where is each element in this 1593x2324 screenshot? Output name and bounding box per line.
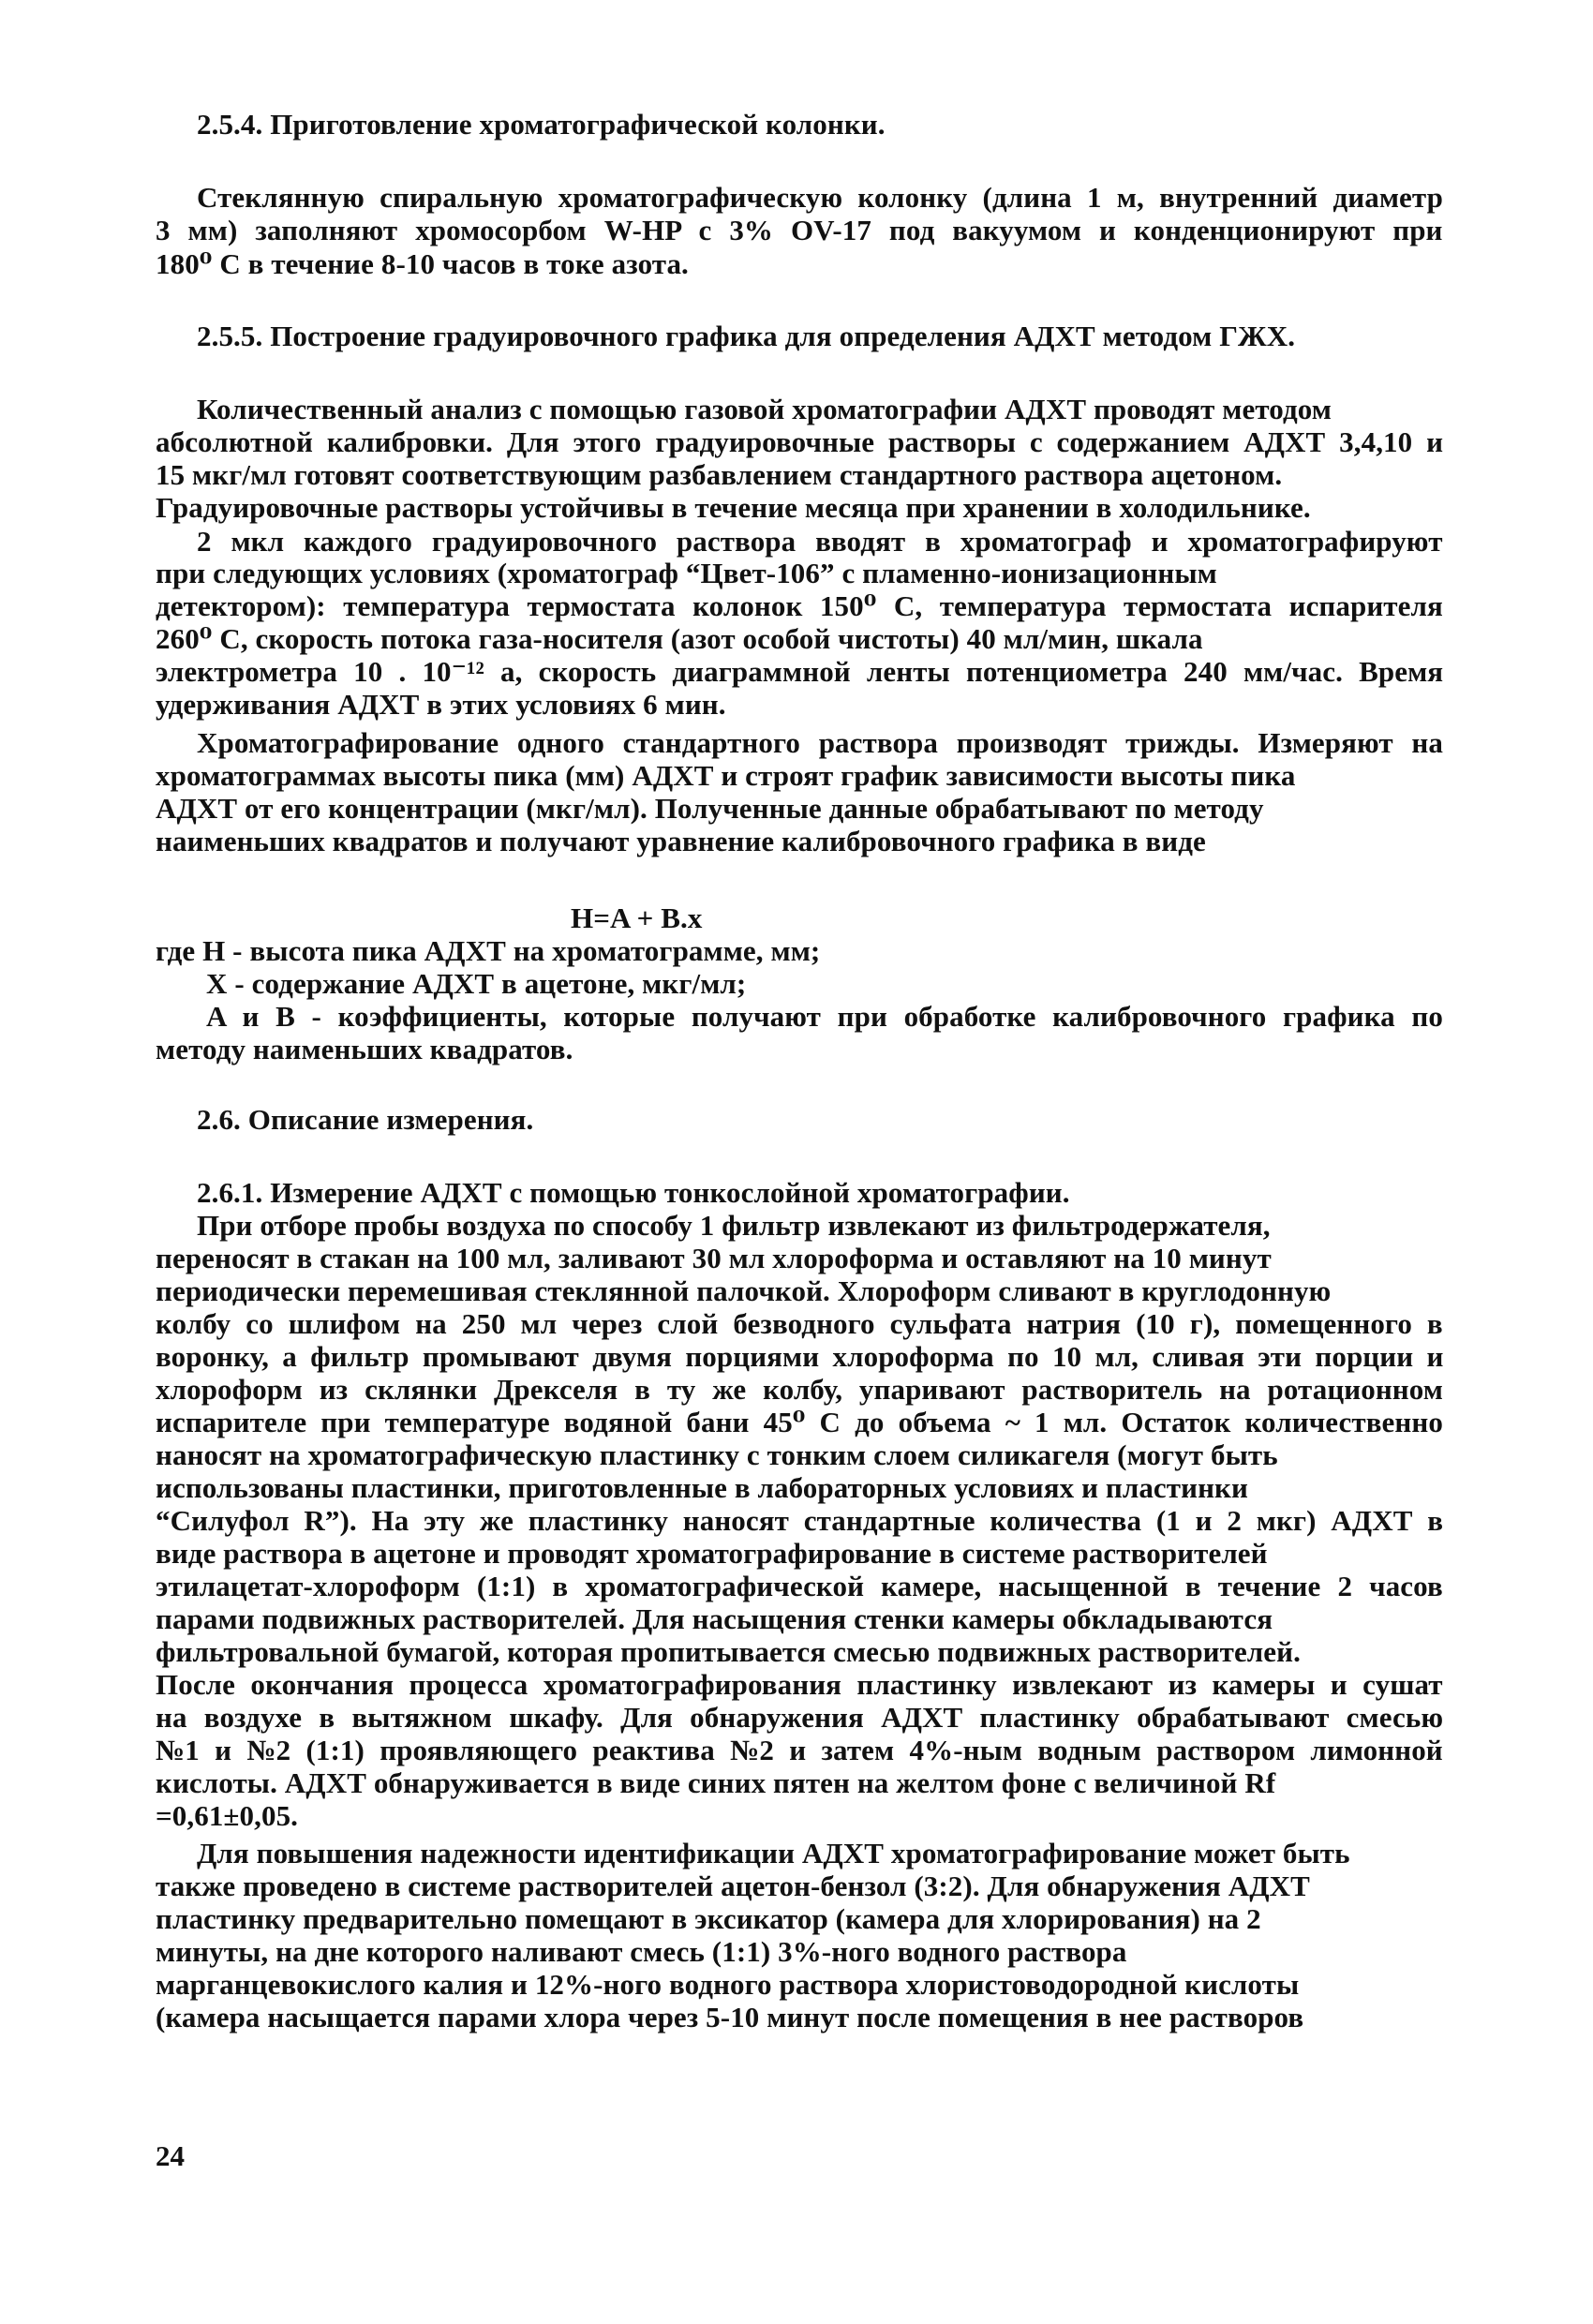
- text-line: колбу со шлифом на 250 мл через слой безводного сульфата натрия (10 г), помещенного в: [156, 1307, 1443, 1340]
- text-line: 180⁰ С в течение 8-10 часов в токе азота.: [156, 247, 689, 280]
- text-line: X - содержание АДХТ в ацетоне, мкг/мл;: [206, 967, 747, 1000]
- text-line: использованы пластинки, приготовленные в лабораторных условиях и пластинки: [156, 1471, 1248, 1504]
- text-line: хлороформ из склянки Дрекселя в ту же колбу, упаривают растворитель на ротационном: [156, 1373, 1443, 1406]
- text-line: “Силуфол R”). На эту же пластинку наносят стандартные количества (1 и 2 мкг) АДХТ в: [156, 1504, 1444, 1537]
- text-line: АДХТ от его концентрации (мкг/мл). Полученные данные обрабатывают по методу: [156, 792, 1264, 825]
- text-line: =0,61±0,05.: [156, 1799, 299, 1832]
- text-line: методу наименьших квадратов.: [156, 1033, 573, 1065]
- text-line: H=A + B.x: [571, 901, 703, 934]
- text-line: (камера насыщается парами хлора через 5-10 минут после помещения в нее растворов: [156, 2001, 1304, 2034]
- text-line: наименьших квадратов и получают уравнение калибровочного графика в виде: [156, 825, 1206, 857]
- text-line: воронку, а фильтр промывают двумя порциями хлороформа по 10 мл, сливая эти порции и: [156, 1340, 1444, 1373]
- text-line: электрометра 10 . 10⁻¹² а, скорость диаграммной ленты потенциометра 240 мм/час. Время: [156, 655, 1444, 688]
- text-line: Хроматографирование одного стандартного раствора производят трижды. Измеряют на: [197, 726, 1443, 759]
- text-line: испарителе при температуре водяной бани 45⁰ С до объема ~ 1 мл. Остаток количественно: [156, 1406, 1443, 1438]
- text-line: на воздухе в вытяжном шкафу. Для обнаружения АДХТ пластинку обрабатывают смесью: [156, 1701, 1444, 1734]
- text-line: 3 мм) заполняют хромосорбом W-HP с 3% OV-17 под вакуумом и конденционируют при: [156, 214, 1443, 246]
- text-line: периодически перемешивая стеклянной палочкой. Хлороформ сливают в круглодонную: [156, 1274, 1332, 1307]
- text-line: удерживания АДХТ в этих условиях 6 мин.: [156, 688, 726, 721]
- text-line: пластинку предварительно помещают в эксикатор (камера для хлорирования) на 2: [156, 1902, 1261, 1935]
- page-number: 24: [156, 2139, 185, 2172]
- text-line: виде раствора в ацетоне и проводят хроматографирование в системе растворителей: [156, 1537, 1268, 1570]
- text-line: 2.5.4. Приготовление хроматографической колонки.: [197, 108, 886, 141]
- text-line: детектором): температура термостата колонок 150⁰ С, температура термостата испарителя: [156, 589, 1443, 622]
- text-line: хроматограммах высоты пика (мм) АДХТ и строят график зависимости высоты пика: [156, 759, 1296, 792]
- text-line: также проведено в системе растворителей ацетон-бензол (3:2). Для обнаружения АДХТ: [156, 1870, 1310, 1902]
- text-line: минуты, на дне которого наливают смесь (1:1) 3%-ного водного раствора: [156, 1935, 1127, 1968]
- text-line: парами подвижных растворителей. Для насыщения стенки камеры обкладываются: [156, 1602, 1273, 1635]
- text-line: наносят на хроматографическую пластинку с тонким слоем силикагеля (могут быть: [156, 1438, 1278, 1471]
- text-line: Стеклянную спиральную хроматографическую колонку (длина 1 м, внутренний диаметр: [197, 181, 1443, 214]
- text-line: 2.6. Описание измерения.: [197, 1103, 534, 1136]
- text-line: 2.6.1. Измерение АДХТ с помощью тонкослойной хроматографии.: [197, 1176, 1070, 1209]
- text-line: 2.5.5. Построение градуировочного графика для определения АДХТ методом ГЖХ.: [197, 320, 1296, 352]
- text-line: где H - высота пика АДХТ на хроматограмме, мм;: [156, 934, 821, 967]
- text-line: Количественный анализ с помощью газовой хроматографии АДХТ проводят методом: [197, 393, 1332, 425]
- text-line: 15 мкг/мл готовят соответствующим разбавлением стандартного раствора ацетоном.: [156, 458, 1283, 491]
- text-line: кислоты. АДХТ обнаруживается в виде синих пятен на желтом фоне с величиной Rf: [156, 1766, 1276, 1799]
- text-line: Для повышения надежности идентификации АДХТ хроматографирование может быть: [197, 1837, 1350, 1870]
- text-line: Градуировочные растворы устойчивы в течение месяца при хранении в холодильнике.: [156, 491, 1311, 524]
- text-line: марганцевокислого калия и 12%-ного водного раствора хлористоводородной кислоты: [156, 1968, 1300, 2001]
- text-line: переносят в стакан на 100 мл, заливают 30 мл хлороформа и оставляют на 10 минут: [156, 1242, 1272, 1274]
- text-line: фильтровальной бумагой, которая пропитывается смесью подвижных растворителей.: [156, 1635, 1301, 1668]
- text-line: 2 мкл каждого градуировочного раствора вводят в хроматограф и хроматографируют: [197, 525, 1443, 558]
- text-line: A и B - коэффициенты, которые получают при обработке калибровочного графика по: [206, 1000, 1443, 1033]
- text-line: этилацетат-хлороформ (1:1) в хроматографической камере, насыщенной в течение 2 часов: [156, 1570, 1443, 1602]
- text-line: абсолютной калибровки. Для этого градуировочные растворы с содержанием АДХТ 3,4,10 и: [156, 425, 1444, 458]
- text-line: при следующих условиях (хроматограф “Цвет-106” с пламенно-ионизационным: [156, 557, 1217, 589]
- text-line: После окончания процесса хроматографирования пластинку извлекают из камеры и сушат: [156, 1668, 1443, 1701]
- text-line: 260⁰ С, скорость потока газа-носителя (азот особой чистоты) 40 мл/мин, шкала: [156, 622, 1203, 655]
- text-line: №1 и №2 (1:1) проявляющего реактива №2 и затем 4%-ным водным раствором лимонной: [156, 1734, 1443, 1766]
- text-line: При отборе пробы воздуха по способу 1 фильтр извлекают из фильтродержателя,: [197, 1209, 1271, 1242]
